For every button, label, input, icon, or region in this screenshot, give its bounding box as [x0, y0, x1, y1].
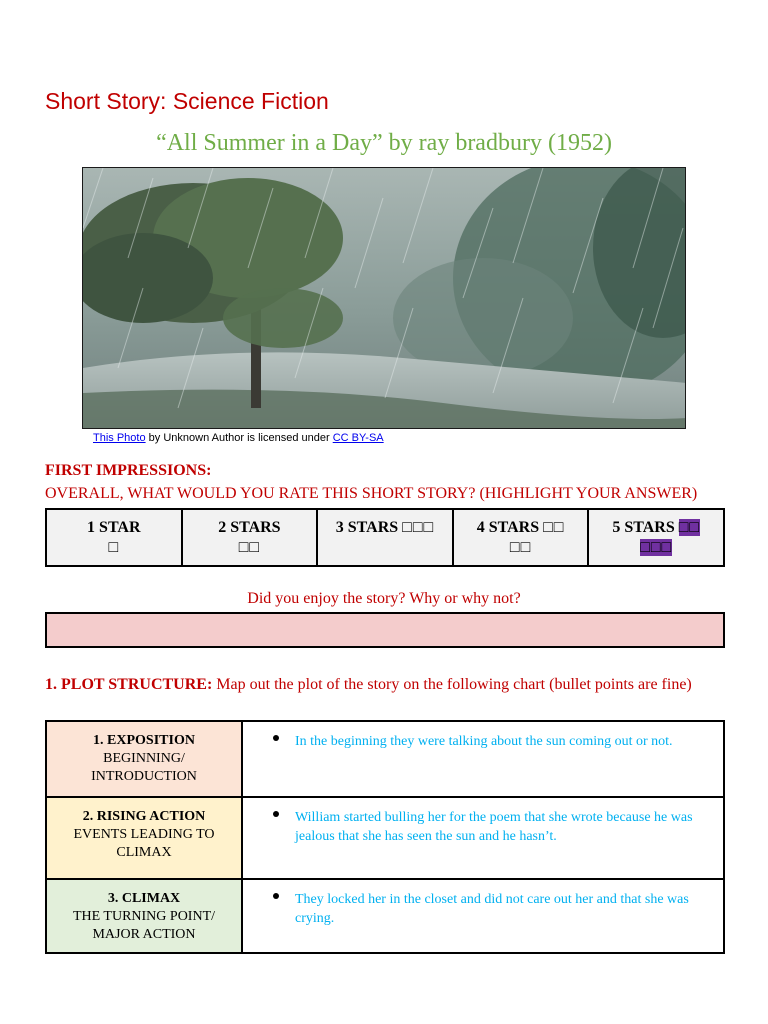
climax-answer[interactable] — [242, 879, 724, 953]
rating-question: OVERALL, WHAT WOULD YOU RATE THIS SHORT STORY? (HIGHLIGHT YOUR ANSWER) — [45, 485, 698, 502]
bullet-icon — [273, 735, 279, 741]
page-title: Short Story: Science Fiction — [45, 88, 329, 114]
rating-label: 3 STARS — [335, 519, 399, 536]
row-desc: THE TURNING POINT/ MAJOR ACTION — [72, 909, 216, 942]
row-title: 1. EXPOSITION — [93, 733, 195, 748]
table-row — [46, 879, 724, 953]
table-row — [46, 721, 724, 797]
exposition-answer[interactable] — [242, 721, 724, 797]
license-link[interactable]: CC BY-SA — [332, 432, 384, 444]
star-icon: □□ — [678, 519, 701, 536]
bullet-icon — [273, 811, 279, 817]
plot-structure-intro — [45, 673, 725, 697]
enjoy-question: Did you enjoy the story? Why or why not? — [247, 590, 521, 607]
rating-2-stars[interactable] — [182, 509, 318, 566]
row-title: 3. CLIMAX — [107, 891, 181, 906]
answer-text: They locked her in the closet and did not care out her and that she was crying. — [295, 892, 689, 926]
climax-label — [46, 879, 242, 953]
rising-action-answer[interactable] — [242, 797, 724, 879]
plot-structure-instructions: Map out the plot of the story on the following chart (bullet points are fine) — [212, 676, 692, 693]
answer-text: William started bulling her for the poem that she wrote because he was jealous that she has seen the sun and he hasn’t. — [295, 810, 693, 844]
photo-link[interactable]: This Photo — [93, 432, 146, 444]
star-icon: □□□ — [640, 539, 673, 556]
rating-label: 4 STARS — [476, 519, 540, 536]
story-subtitle: “All Summer in a Day” by ray bradbury (1952) — [156, 130, 612, 156]
plot-chart — [45, 720, 725, 954]
plot-structure-heading: 1. PLOT STRUCTURE: — [45, 676, 213, 693]
rating-1-star[interactable] — [46, 509, 182, 566]
answer-text: In the beginning they were talking about the sun coming out or not. — [295, 734, 673, 749]
rain-photo — [82, 167, 686, 429]
star-icon: □ — [108, 539, 120, 556]
star-icon: □□□ — [402, 519, 435, 536]
row-title: 2. RISING ACTION — [82, 809, 206, 824]
star-icon: □□ — [238, 539, 261, 556]
rating-3-stars[interactable] — [317, 509, 453, 566]
enjoy-answer-field[interactable] — [45, 612, 725, 648]
rising-action-label — [46, 797, 242, 879]
first-impressions-heading: FIRST IMPRESSIONS: — [45, 462, 212, 479]
row-desc: BEGINNING/ INTRODUCTION — [91, 751, 197, 784]
rating-5-stars[interactable] — [588, 509, 724, 566]
star-icon: □□ — [509, 539, 532, 556]
photo-credit — [93, 432, 384, 444]
rating-label: 5 STARS — [612, 519, 675, 536]
rating-table — [45, 508, 725, 567]
row-desc: EVENTS LEADING TO CLIMAX — [73, 827, 215, 860]
rating-4-stars[interactable] — [453, 509, 589, 566]
exposition-label — [46, 721, 242, 797]
star-icon: □□ — [543, 519, 565, 536]
rating-label: 1 STAR — [87, 519, 141, 536]
credit-text: by Unknown Author is licensed under — [145, 432, 333, 444]
table-row — [46, 797, 724, 879]
rating-label: 2 STARS — [218, 519, 281, 536]
bullet-icon — [273, 893, 279, 899]
